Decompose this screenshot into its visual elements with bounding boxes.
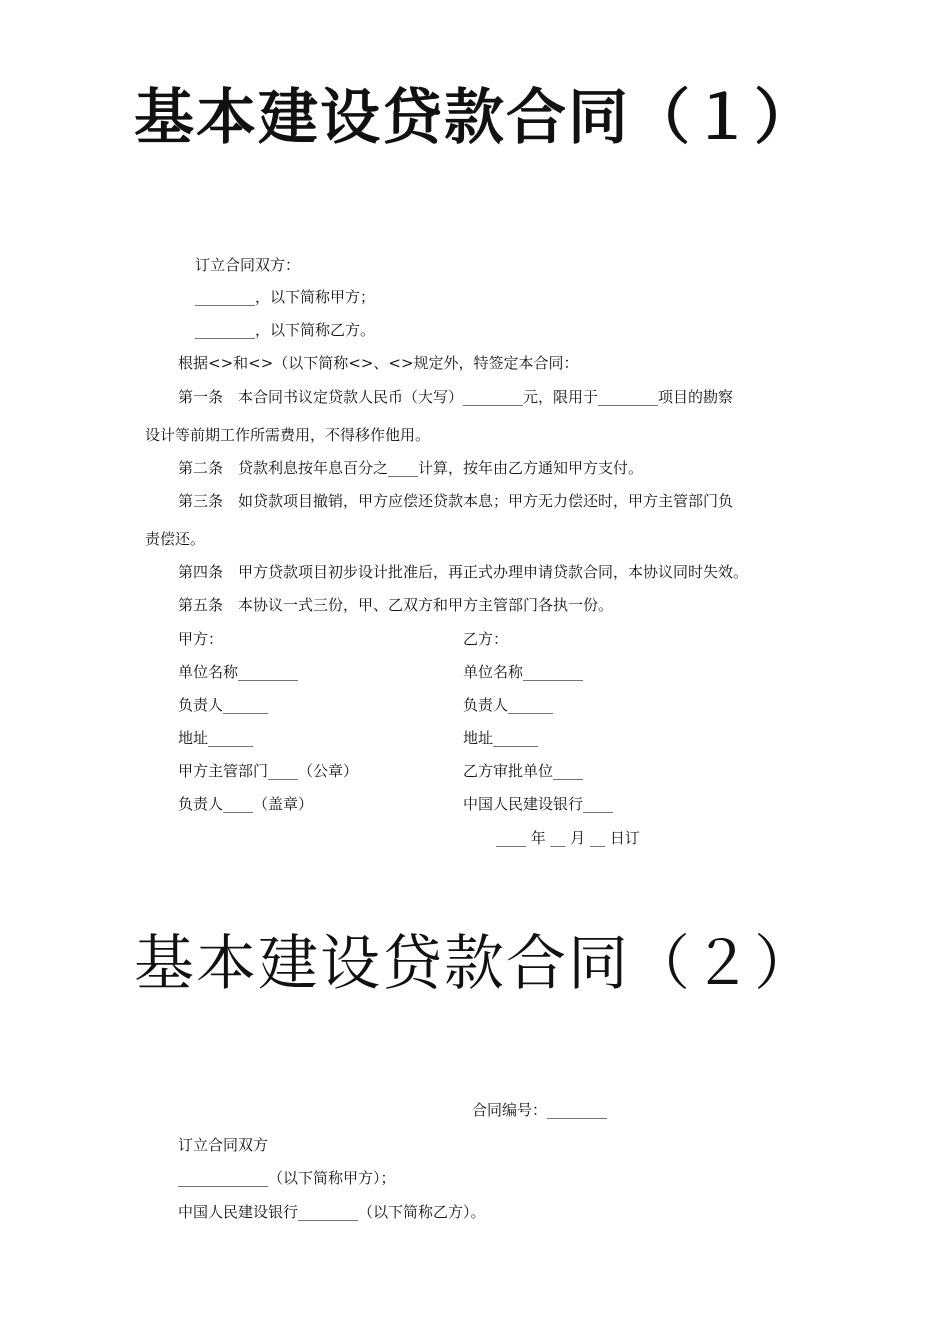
sign-left-responsible-seal: 负责人____（盖章） (178, 795, 314, 813)
sign-left-party: 甲方： (178, 630, 224, 648)
sign-right-responsible: 负责人______ (463, 696, 554, 714)
article-5: 第五条 本协议一式三份，甲、乙双方和甲方主管部门各执一份。 (178, 596, 614, 614)
party-a-line: ________，以下简称甲方； (195, 288, 376, 306)
article-4: 第四条 甲方贷款项目初步设计批准后，再正式办理申请贷款合同，本协议同时失效。 (178, 563, 749, 581)
contract-1-intro: 订立合同双方： (195, 256, 301, 274)
contract-number: 合同编号：________ (472, 1101, 608, 1119)
sign-right-approval-unit: 乙方审批单位____ (463, 762, 584, 780)
contract-1-title: 基本建设贷款合同（１） (134, 83, 816, 153)
sign-left-responsible: 负责人______ (178, 696, 269, 714)
sign-left-address: 地址______ (178, 729, 254, 747)
contract-2-party-a-line: ____________（以下简称甲方）； (178, 1169, 396, 1187)
article-1-line-2: 设计等前期工作所需费用，不得移作他用。 (145, 426, 431, 444)
contract-2-party-b-line: 中国人民建设银行________（以下简称乙方）。 (178, 1203, 486, 1221)
sign-right-unit-name: 单位名称________ (463, 663, 584, 681)
contract-2-intro: 订立合同双方 (178, 1136, 269, 1154)
sign-right-bank: 中国人民建设银行____ (463, 795, 614, 813)
contract-2-title: 基本建设贷款合同（２） (134, 929, 816, 999)
party-b-line: ________，以下简称乙方。 (195, 321, 376, 339)
article-1-line-1: 第一条 本合同书议定贷款人民币（大写）________元，限用于________项目的勘察 (178, 388, 734, 406)
date-line: ____ 年 __ 月 __ 日订 (496, 829, 640, 847)
basis-paragraph: 根据<>和<>（以下简称<>、<>规定外，特签定本合同： (178, 354, 579, 372)
sign-left-unit-name: 单位名称________ (178, 663, 299, 681)
sign-right-address: 地址______ (463, 729, 539, 747)
sign-right-party: 乙方： (463, 630, 509, 648)
article-3-line-2: 责偿还。 (145, 530, 206, 548)
article-3-line-1: 第三条 如贷款项目撤销，甲方应偿还贷款本息；甲方无力偿还时，甲方主管部门负 (178, 492, 734, 510)
article-2: 第二条 贷款利息按年息百分之____计算，按年由乙方通知甲方支付。 (178, 459, 644, 477)
sign-left-department: 甲方主管部门____（公章） (178, 762, 359, 780)
